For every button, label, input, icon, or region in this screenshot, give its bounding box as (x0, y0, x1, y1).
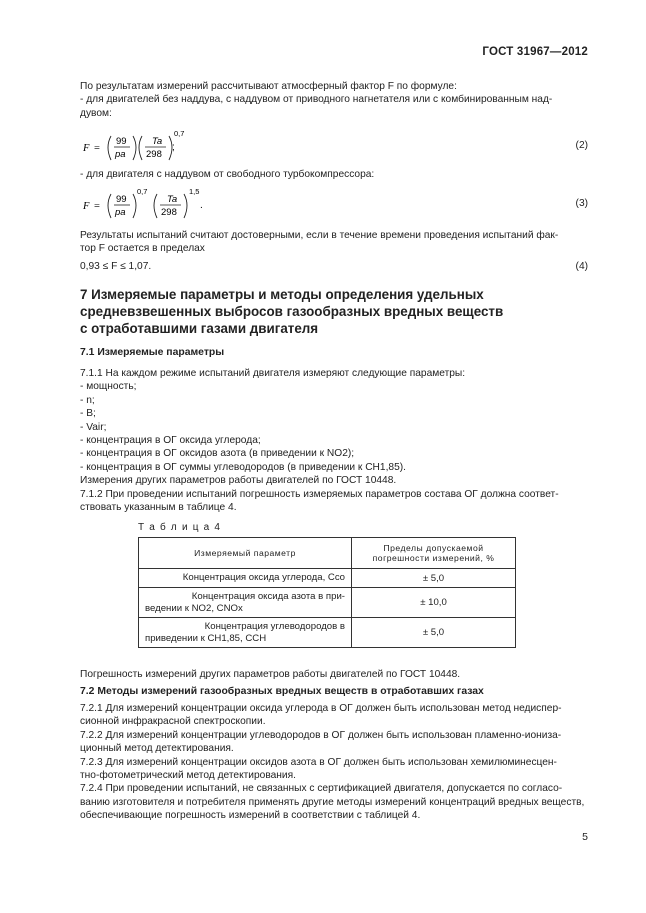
s71-item: - концентрация в ОГ оксидов азота (в приведении к NO2); (80, 448, 355, 460)
formula-2-99: 99 (116, 136, 127, 147)
table-row (139, 569, 516, 588)
formula-3 (80, 186, 588, 226)
formula-2-ta: Ta (152, 136, 163, 147)
validity-range-row (80, 260, 588, 273)
s71-p2-line-2: ствовать указанным в таблице 4. (80, 502, 237, 514)
formula-3-eq: = (94, 201, 100, 212)
section-7-2-body (80, 702, 588, 823)
table-cell-value: ± 5,0 (352, 618, 516, 648)
table-cell-param (139, 569, 352, 588)
formula-3-F: F (83, 201, 90, 212)
validity-number: (4) (575, 261, 588, 272)
formula-2-graphic (80, 128, 280, 168)
table-header-col1: Измеряемый параметр (139, 538, 352, 569)
param-line: Концентрация оксида углерода, Cco (182, 572, 345, 583)
formula-3-tail: . (200, 200, 203, 211)
table-row (139, 618, 516, 648)
s71-p1: 7.1.1 На каждом режиме испытаний двигателя измеряют следующие параметры: (80, 368, 466, 379)
s72-p1-line-2: сионной инфракрасной спектроскопии. (80, 716, 266, 728)
formula-3-number: (3) (575, 198, 588, 209)
param-line: приведении к CH1,85, CCH (145, 632, 267, 644)
section-7-1-body (80, 367, 588, 514)
formula-2-exp: 0,7 (174, 129, 185, 138)
s72-p2-line-1: 7.2.2 Для измерений концентрации углеводородов в ОГ должен быть использован пламенно-иониза- (80, 729, 562, 741)
formula-2 (80, 128, 588, 168)
param-line: Концентрация оксида азота в при- (191, 590, 345, 602)
s72-p3-line-1: 7.2.3 Для измерений концентрации оксидов азота в ОГ должен быть использован хемилюминесцен- (80, 756, 557, 768)
validity-line-2: тор F остается в пределах (80, 243, 205, 255)
table-cell-value: ± 10,0 (352, 588, 516, 618)
table-cell-value: ± 5,0 (352, 569, 516, 588)
table-cell-param (139, 618, 352, 648)
formula-2-298: 298 (146, 149, 162, 160)
section-7-1-title: 7.1 Измеряемые параметры (80, 347, 225, 358)
formula-3-298: 298 (161, 207, 177, 218)
s72-p4-line-1: 7.2.4 При проведении испытаний, не связанных с сертификацией двигателя, допускается по согласо- (80, 783, 563, 795)
formula-3-exp2: 1,5 (189, 187, 200, 196)
param-line: Концентрация углеводородов в (204, 620, 345, 632)
section-7-title-line-3: с отработавшими газами двигателя (80, 321, 319, 336)
formula-2-pa: pa (115, 149, 126, 160)
between-text: - для двигателя с наддувом от свободного турбокомпрессора: (80, 169, 375, 180)
intro-line-1: По результатам измерений рассчитывают атмосферный фактор F по формуле: (80, 81, 457, 92)
table-cell-param (139, 588, 352, 618)
section-7-title-line-2: средневзвешенных выбросов газообразных вредных веществ (80, 304, 504, 319)
s71-item: - мощность; (80, 381, 137, 393)
intro-line-3: дувом: (80, 107, 112, 119)
intro-paragraph (80, 80, 588, 120)
section-7-title (80, 286, 550, 337)
formula-3-graphic (80, 186, 280, 226)
formula-3-pa: pa (115, 207, 126, 218)
formula-2-eq: = (94, 143, 100, 154)
table-header-col2-line-1: Пределы допускаемой (383, 543, 484, 553)
validity-line-1: Результаты испытаний считают достоверными, если в течение времени проведения испытаний фак- (80, 230, 559, 241)
s72-p2-line-2: ционный метод детектирования. (80, 743, 234, 755)
formula-2-F: F (83, 143, 90, 154)
s72-p4-line-2: ванию изготовителя и потребителя применять другие методы измерений концентраций вредных веществ, (80, 796, 585, 808)
s71-item: - Vair; (80, 421, 107, 433)
s71-item: - n; (80, 394, 95, 406)
intro-line-2: - для двигателей без наддува, с наддувом от приводного нагнетателя или с комбинированным над- (80, 94, 553, 106)
section-7-title-line-1: 7 Измеряемые параметры и методы определения удельных (80, 287, 484, 302)
formula-3-ta: Ta (167, 194, 178, 205)
formula-2-number: (2) (575, 140, 588, 151)
validity-paragraph (80, 229, 588, 256)
doc-header: ГОСТ 31967—2012 (482, 46, 588, 58)
table-4 (138, 537, 516, 648)
page-number: 5 (582, 831, 588, 843)
s71-item: - концентрация в ОГ оксида углерода; (80, 435, 261, 447)
formula-3-exp1: 0,7 (137, 187, 148, 196)
table-header-row (139, 538, 516, 569)
param-line: ведении к NO2, CNOx (145, 602, 243, 614)
validity-range: 0,93 ≤ F ≤ 1,07. (80, 261, 152, 272)
formula-2-tail: ; (172, 142, 175, 153)
section-7-2-title: 7.2 Методы измерений газообразных вредных веществ в отработавших газах (80, 686, 484, 697)
s71-item: - B; (80, 408, 96, 420)
s72-p3-line-2: тно-фотометрический метод детектирования. (80, 770, 296, 782)
s72-p4-line-3: обеспечивающие погрешность измерений в соответствии с таблицей 4. (80, 810, 421, 822)
table-4-caption: Т а б л и ц а 4 (138, 522, 222, 533)
s72-p1-line-1: 7.2.1 Для измерений концентрации оксида углерода в ОГ должен быть использован метод недиспер- (80, 703, 562, 714)
table-row (139, 588, 516, 618)
s71-item: - концентрация в ОГ суммы углеводородов (в приведении к CH1,85). (80, 461, 406, 473)
s71-p2-line-1: 7.1.2 При проведении испытаний погрешность измеряемых параметров состава ОГ должна соответ- (80, 488, 559, 500)
table-header-col2-line-2: погрешности измерений, % (372, 553, 495, 563)
after-table-text: Погрешность измерений других параметров работы двигателей по ГОСТ 10448. (80, 669, 461, 680)
table-header-col2 (352, 538, 516, 569)
s71-other: Измерения других параметров работы двигателей по ГОСТ 10448. (80, 475, 397, 487)
formula-3-99: 99 (116, 194, 127, 205)
